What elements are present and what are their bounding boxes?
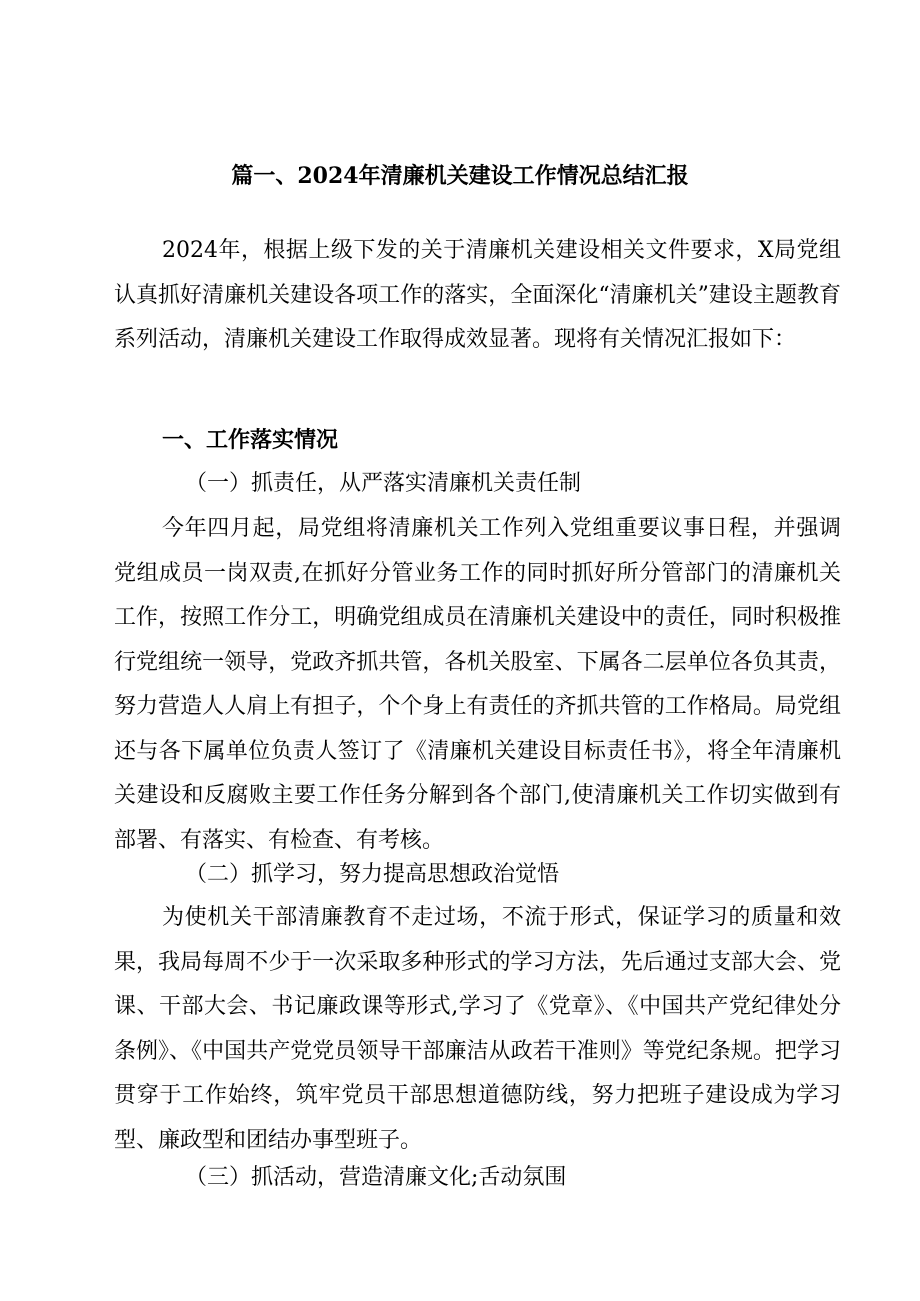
subsection-heading-2: （二）抓学习，努力提高思想政治觉悟 bbox=[185, 862, 560, 887]
intro-paragraph: 2024年，根据上级下发的关于清廉机关建设相关文件要求，X局党组认真抓好清廉机关建设各项工作的落实，全面深化“清廉机关”建设主题教育系列活动，清廉机关建设工作取得成效显著。现将有关情况汇报如下： bbox=[114, 238, 841, 352]
subsection-1-paragraph: 今年四月起，局党组将清廉机关工作列入党组重要议事日程，并强调党组成员一岗双责,在抓好分管业务工作的同时抓好所分管部门的清廉机关工作，按照工作分工，明确党组成员在清廉机关建设中的责任，同时积极推行党组统一领导，党政齐抓共管，各机关股室、下属各二层单位各负其责，努力营造人人肩上有担子，个个身上有责任的齐抓共管的工作格局。局党组还与各下属单位负责人签订了《清廉机关建设目标责任书》，将全年清廉机关建设和反腐败主要工作任务分解到各个部门,使清廉机关工作切实做到有部署、有落实、有检查、有考核。 bbox=[114, 516, 841, 853]
subsection-2-paragraph: 为使机关干部清廉教育不走过场，不流于形式，保证学习的质量和效果，我局每周不少于一次采取多种形式的学习方法，先后通过支部大会、党课、干部大会、书记廉政课等形式,学习了《党章》、《中国共产党纪律处分条例》、《中国共产党党员领导干部廉洁从政若干准则》等党纪条规。把学习贯穿于工作始终，筑牢党员干部思想道德防线，努力把班子建设成为学习型、廉政型和团结办事型班子。 bbox=[114, 905, 841, 1153]
subsection-heading-3: （三）抓活动，营造清廉文化;舌动氛围 bbox=[185, 1165, 567, 1190]
section-heading-1: 一、工作落实情况 bbox=[162, 427, 339, 453]
document-title: 篇一、2024年清廉机关建设工作情况总结汇报 bbox=[231, 163, 689, 189]
subsection-heading-1: （一）抓责任，从严落实清廉机关责任制 bbox=[185, 471, 582, 496]
